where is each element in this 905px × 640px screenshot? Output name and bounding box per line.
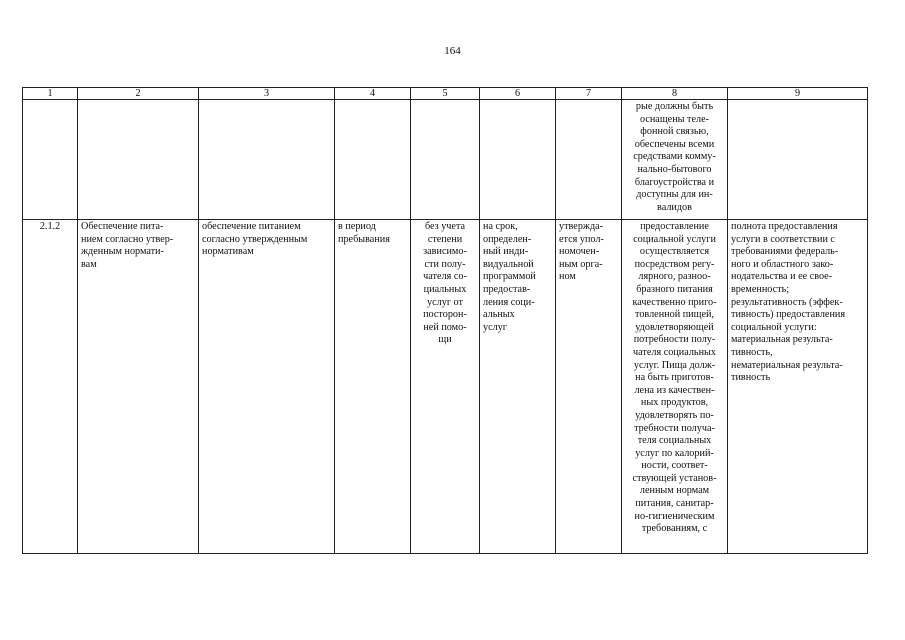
cell-term: на срок, определен- ный инди- видуальной программой предостав- ления соци- альных услуг [480, 220, 556, 554]
col-header-2: 2 [78, 88, 199, 100]
service-standards-table [22, 87, 868, 554]
cell-service-description: обеспечение питанием согласно утвержденным нормативам [199, 220, 335, 554]
col-header-3: 3 [199, 88, 335, 100]
col-header-5: 5 [411, 88, 480, 100]
cell-service-name: Обеспечение пита- нием согласно утвер- жденным нормати- вам [78, 220, 199, 554]
col-header-1: 1 [23, 88, 78, 100]
cell-item-number: 2.1.2 [23, 220, 78, 554]
col-header-4: 4 [335, 88, 411, 100]
col-header-8: 8 [622, 88, 728, 100]
cell-empty [335, 100, 411, 220]
cell-requirements: предоставление социальной услуги осуществляется посредством регу- лярного, разноо- бразного питания качественно приго- товленной пищей, удовлетворяющей потребности полу- чателя социальных услуг. Пища долж- на быть приготов- лена из качествен- ных продуктов, удовлетворять по- требности получа- теля социальных услуг по калорий- ности, соответ- ствующей установ- ленным нормам питания, санитар- но-гигиеническим требованиям, с [622, 220, 728, 554]
table-row-2-1-2 [23, 220, 868, 554]
cell-empty [78, 100, 199, 220]
cell-approved-by: утвержда- ется упол- номочен- ным орга- ном [556, 220, 622, 554]
cell-empty [23, 100, 78, 220]
cell-empty [480, 100, 556, 220]
table-row-continued [23, 100, 868, 220]
column-number-row [23, 88, 868, 100]
page-number: 164 [444, 45, 461, 57]
cell-requirements-continued: рые должны быть оснащены теле- фонной связью, обеспечены всеми средствами комму- нально-бытового благоустройства и доступны для ин- валидов [622, 100, 728, 220]
cell-empty [199, 100, 335, 220]
cell-dependency: без учета степени зависимо- сти полу- чателя со- циальных услуг от посторон- ней помо- щи [411, 220, 480, 554]
cell-provision-time: в период пребывания [335, 220, 411, 554]
cell-empty [556, 100, 622, 220]
cell-empty [411, 100, 480, 220]
col-header-7: 7 [556, 88, 622, 100]
col-header-9: 9 [728, 88, 868, 100]
col-header-6: 6 [480, 88, 556, 100]
cell-empty [728, 100, 868, 220]
cell-quality-indicators: полнота предоставления услуги в соответствии с требованиями федераль- ного и областного зако- нодательства и ее свое- временность; результативность (эффек- тивность) предоставления социальной услуги: материальная результа- тивность, нематериальная результа- тивность [728, 220, 868, 554]
